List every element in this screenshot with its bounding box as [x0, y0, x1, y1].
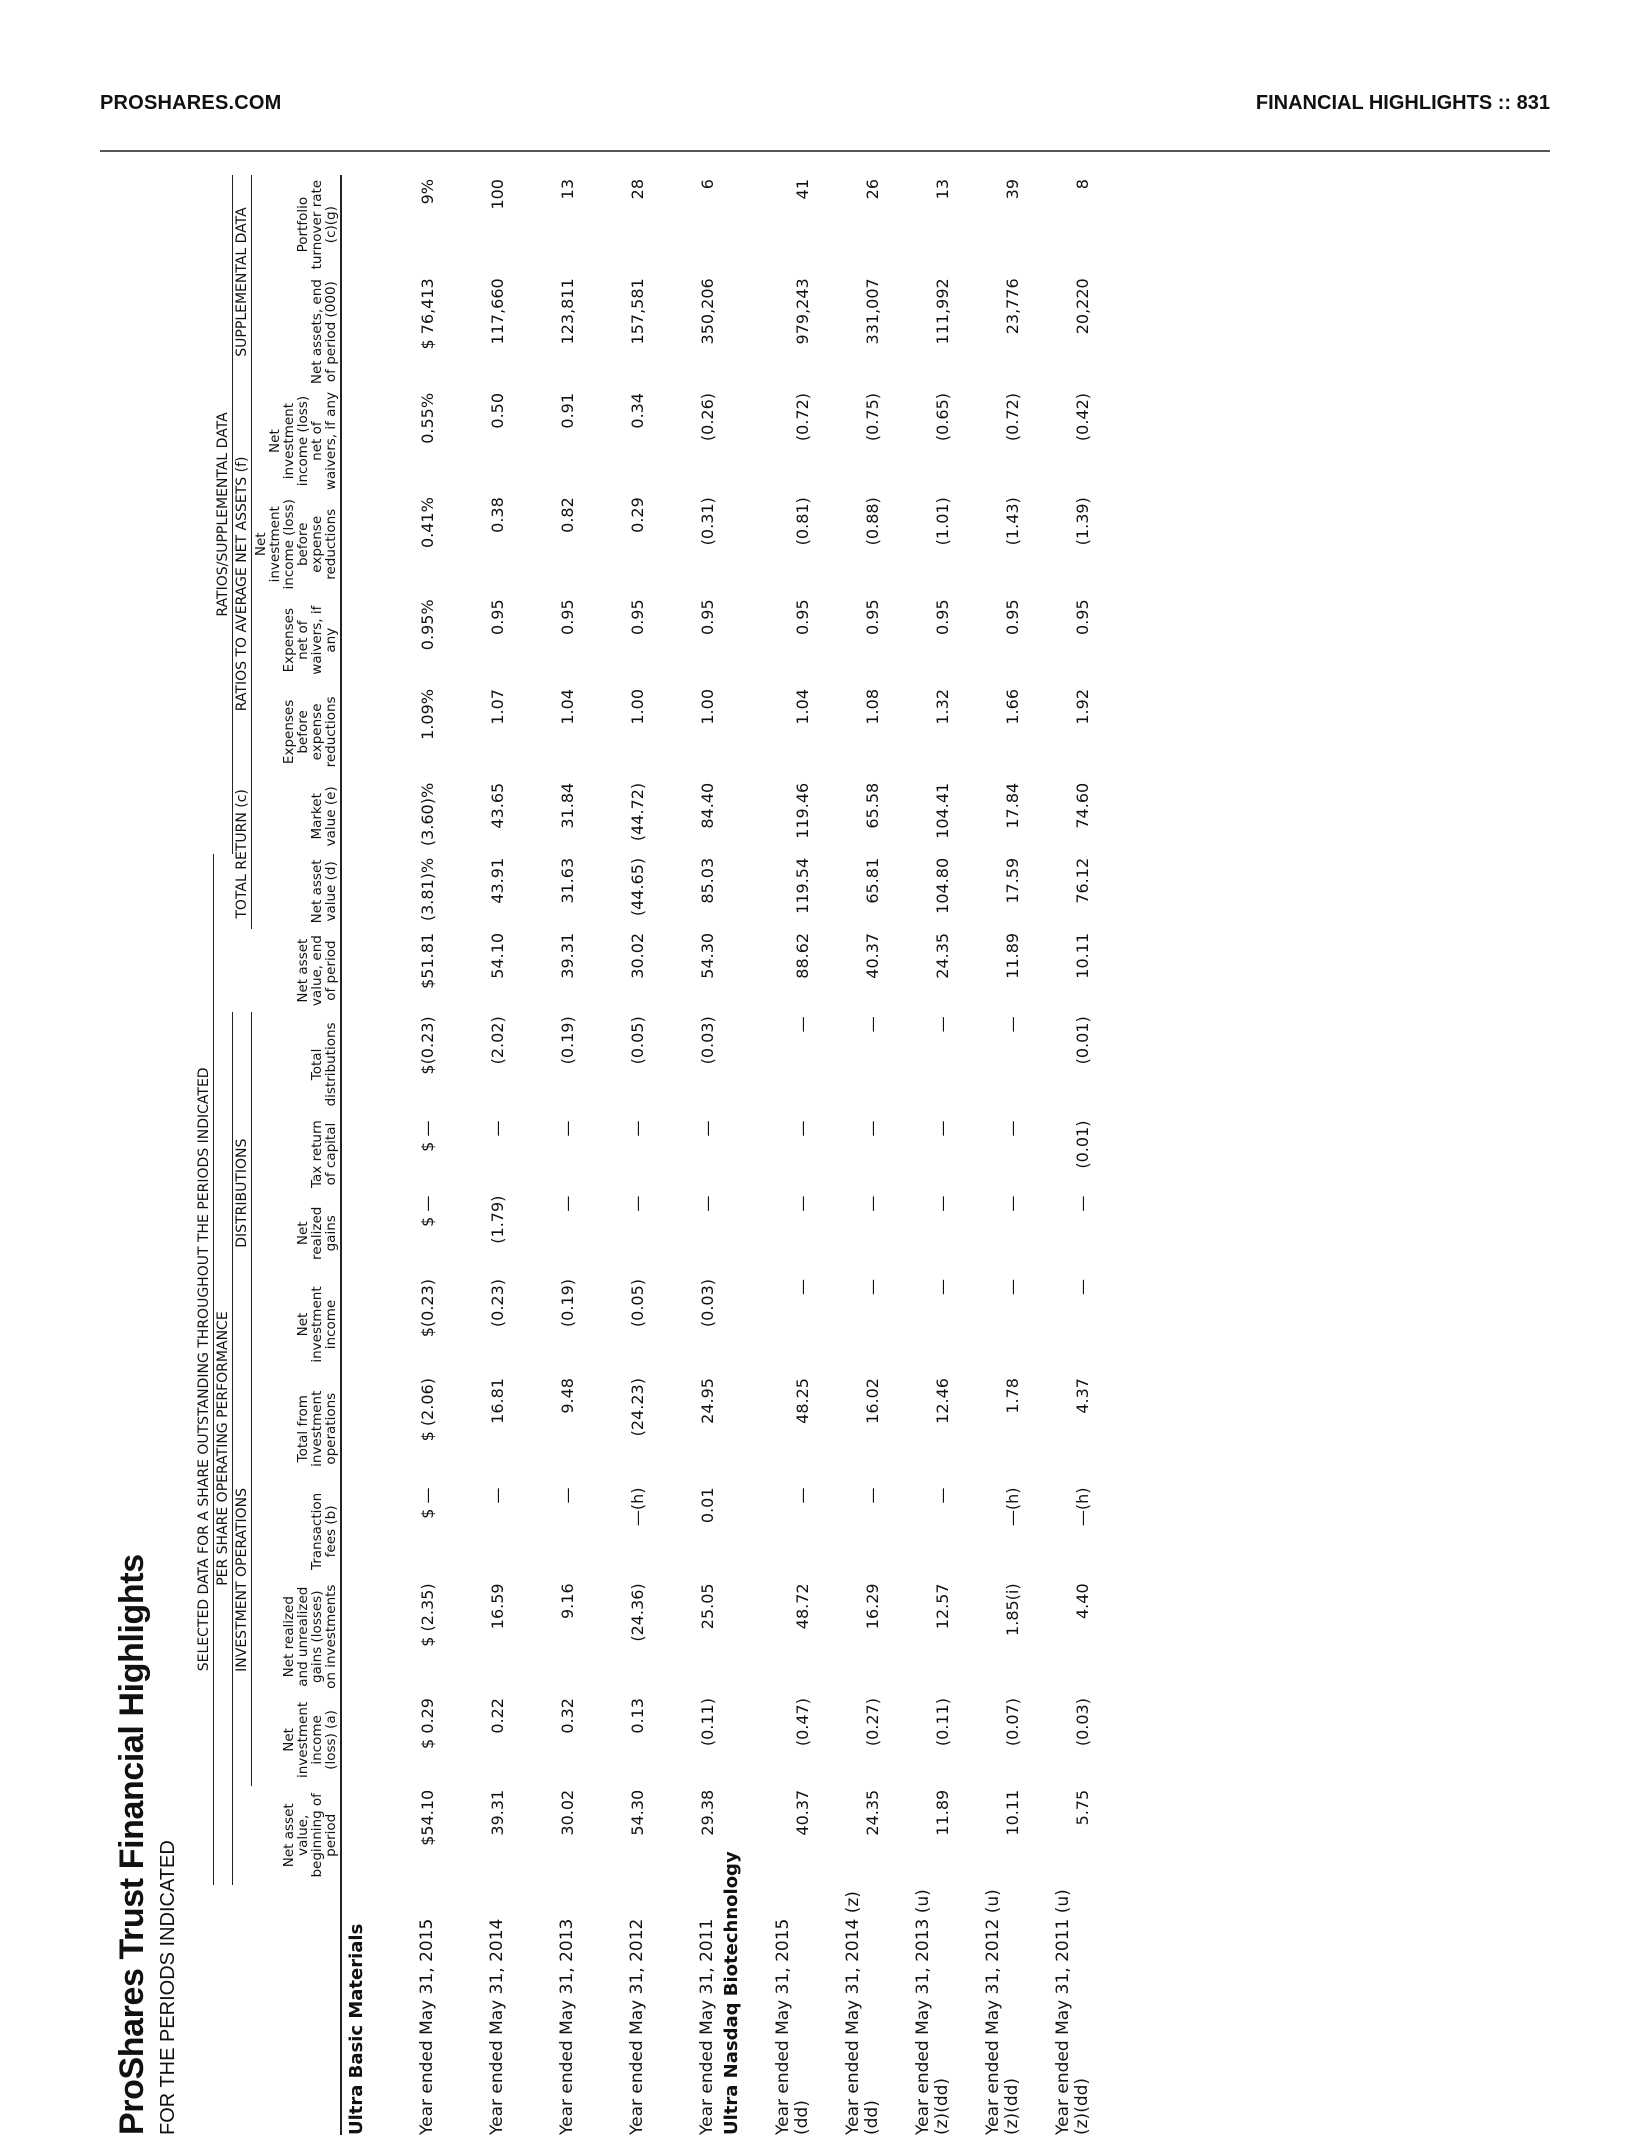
table-cell: 350,206 [698, 278, 717, 345]
table-cell: — [933, 1016, 952, 1033]
table-cell: 54.30 [628, 1789, 647, 1836]
table-cell: 1.66 [1003, 689, 1022, 725]
table-row [507, 175, 577, 2135]
section-title: FINANCIAL HIGHLIGHTS :: [1255, 92, 1517, 114]
row-label: Year ended May 31, 2013 (u)(z)(dd) [913, 1889, 952, 2135]
table-cell: (0.01) [1073, 1120, 1092, 1169]
col-header: Net asset value, beginning of period [252, 1786, 342, 1885]
table-cell: — [488, 1487, 507, 1504]
table-cell: —(h) [1003, 1487, 1022, 1527]
table-cell: 9.48 [558, 1378, 577, 1414]
table-cell: 28 [628, 179, 647, 200]
table-cell: (3.60)% [418, 782, 437, 847]
table-cell: (0.65) [933, 392, 952, 442]
table-cell: (0.19) [558, 1016, 577, 1065]
table-cell: (0.03) [1073, 1698, 1092, 1747]
col-header: Net investment income [252, 1275, 342, 1374]
table-row [952, 175, 1022, 2135]
col-header: Net assets, end of period (000) [252, 274, 342, 389]
table-cell: 1.08 [863, 689, 882, 725]
band-supplemental: SUPPLEMENTAL DATA [233, 175, 252, 389]
row-label: Year ended May 31, 2012 (u)(z)(dd) [983, 1889, 1022, 2135]
table-cell: (0.07) [1003, 1698, 1022, 1747]
table-cell: 39.31 [488, 1789, 507, 1836]
table-cell: — [793, 1278, 812, 1295]
col-header: Expenses net of waivers, if any [252, 595, 342, 685]
table-cell: 16.81 [488, 1378, 507, 1424]
band-ratios-average: RATIOS TO AVERAGE NET ASSETS (f) [233, 389, 252, 779]
table-cell: (0.72) [793, 392, 812, 442]
row-label: Year ended May 31, 2011 [697, 1918, 717, 2135]
table-cell: 0.95 [863, 599, 882, 635]
table-cell: — [793, 1195, 812, 1212]
table-cell: 10.11 [1003, 1789, 1022, 1836]
row-label: Year ended May 31, 2013 [557, 1918, 577, 2135]
table-cell: 0.95 [698, 599, 717, 635]
table-cell: 9.16 [558, 1583, 577, 1619]
table-cell: 12.46 [933, 1378, 952, 1424]
table-cell: 9% [418, 179, 437, 205]
table-cell: (24.23) [628, 1378, 647, 1437]
table-cell: 17.59 [1003, 857, 1022, 904]
table-cell: —(h) [628, 1487, 647, 1527]
band-selected: SELECTED DATA FOR A SHARE OUTSTANDING THROUGHOUT THE PERIODS INDICATED [195, 854, 214, 1885]
table-cell: (0.47) [793, 1698, 812, 1747]
col-header: Total from investment operations [252, 1374, 342, 1483]
table-cell: (1.79) [488, 1195, 507, 1244]
table-cell: (44.65) [628, 857, 647, 917]
table-cell: 1.78 [1003, 1378, 1022, 1414]
table-cell: — [933, 1487, 952, 1504]
table-cell: 84.40 [698, 782, 717, 829]
table-cell: 0.82 [558, 497, 577, 533]
table-body [341, 175, 1092, 2135]
table-cell: 1.00 [698, 689, 717, 725]
table-cell: 31.63 [558, 857, 577, 904]
table-cell: — [863, 1120, 882, 1137]
table-cell: (0.03) [698, 1278, 717, 1328]
table-cell: (0.23) [488, 1278, 507, 1328]
table-cell: 0.95 [488, 599, 507, 635]
table-cell: 4.40 [1073, 1583, 1092, 1619]
table-cell: 65.58 [863, 782, 882, 829]
col-header: Total distributions [252, 1012, 342, 1116]
table-cell: (0.31) [698, 497, 717, 546]
table-cell: 0.41% [418, 497, 437, 549]
row-label: Year ended May 31, 2015 (dd) [773, 1918, 812, 2135]
col-header: Expenses before expense reductions [252, 685, 342, 779]
table-cell: (0.26) [698, 392, 717, 442]
table-cell: 85.03 [698, 857, 717, 904]
table-cell: — [933, 1120, 952, 1137]
table-cell: 0.95 [628, 599, 647, 635]
table-cell: — [628, 1195, 647, 1212]
table-cell: (1.43) [1003, 497, 1022, 546]
table-cell: (0.72) [1003, 392, 1022, 442]
table-cell: 5.75 [1073, 1789, 1092, 1826]
table-cell: (0.01) [1073, 1016, 1092, 1065]
table-cell: (0.03) [698, 1016, 717, 1065]
table-cell: 26 [863, 179, 882, 200]
table-cell: 40.37 [863, 932, 882, 979]
table-cell: 88.62 [793, 932, 812, 979]
table-cell: 0.13 [628, 1698, 647, 1734]
table-row [1022, 175, 1092, 2135]
table-row [367, 175, 437, 2135]
table-cell: $ 0.29 [418, 1698, 437, 1749]
table-cell: (0.05) [628, 1016, 647, 1065]
table-cell: — [793, 1487, 812, 1504]
table-cell: 54.30 [698, 932, 717, 979]
table-cell: — [933, 1195, 952, 1212]
table-cell: 0.95 [793, 599, 812, 635]
table-cell: 123,811 [558, 278, 577, 345]
table-cell: 16.29 [863, 1583, 882, 1630]
table-cell: 4.37 [1073, 1378, 1092, 1414]
table-cell: 6 [698, 179, 717, 190]
table-cell: — [933, 1278, 952, 1295]
table-cell: 54.10 [488, 932, 507, 979]
table-cell: (0.81) [793, 497, 812, 546]
band-distributions: DISTRIBUTIONS [233, 1012, 252, 1374]
table-cell: 0.50 [488, 392, 507, 429]
table-cell: 65.81 [863, 857, 882, 904]
table-cell: 0.32 [558, 1698, 577, 1734]
col-header: Net realized gains [252, 1192, 342, 1275]
table-cell: $ (2.35) [418, 1583, 437, 1647]
page-title: ProShares Trust Financial Highlights [113, 1554, 151, 2135]
table-cell: 117,660 [488, 278, 507, 345]
table-cell: 39 [1003, 179, 1022, 200]
table-cell: 40.37 [793, 1789, 812, 1836]
table-cell: 0.95 [1073, 599, 1092, 635]
table-cell: 1.09% [418, 689, 437, 740]
table-cell: $(0.23) [418, 1278, 437, 1338]
table-cell: 10.11 [1073, 932, 1092, 979]
table-cell: 0.91 [558, 392, 577, 429]
table-cell: (0.42) [1073, 392, 1092, 442]
table-cell: — [863, 1016, 882, 1033]
table-cell: 30.02 [628, 932, 647, 979]
table-cell: —(h) [1073, 1487, 1092, 1527]
band-per-share: PER SHARE OPERATING PERFORMANCE [214, 1012, 233, 1885]
table-cell: — [863, 1195, 882, 1212]
table-row [882, 175, 952, 2135]
table-cell: 100 [488, 179, 507, 210]
row-label: Year ended May 31, 2014 [487, 1918, 507, 2135]
table-cell: $51.81 [418, 932, 437, 989]
col-header: Net investment income (loss) (a) [252, 1694, 342, 1786]
table-cell: $(0.23) [418, 1016, 437, 1075]
table-cell: 24.35 [933, 932, 952, 979]
table-cell: $ — [418, 1120, 437, 1152]
table-cell: 39.31 [558, 932, 577, 979]
band-investment-operations: INVESTMENT OPERATIONS [233, 1374, 252, 1786]
page-header [100, 92, 1550, 116]
col-header: Net investment income (loss) net of waivers, if any [252, 389, 342, 493]
table-cell: — [1003, 1278, 1022, 1295]
table-cell: 13 [933, 179, 952, 200]
table-cell: 13 [558, 179, 577, 200]
table-cell: — [863, 1487, 882, 1504]
table-cell: 0.95% [418, 599, 437, 651]
col-header: Tax return of capital [252, 1117, 342, 1192]
table-row [577, 175, 647, 2135]
table-cell: (0.11) [698, 1698, 717, 1747]
table-cell: 0.95 [1003, 599, 1022, 635]
table-cell: 30.02 [558, 1789, 577, 1836]
table-cell: — [558, 1120, 577, 1137]
table-row [647, 175, 717, 2135]
table-cell: — [488, 1120, 507, 1137]
table-cell: (0.27) [863, 1698, 882, 1747]
table-cell: 111,992 [933, 278, 952, 345]
table-cell: 1.32 [933, 689, 952, 725]
table-cell: (2.02) [488, 1016, 507, 1065]
table-cell: 12.57 [933, 1583, 952, 1630]
table-cell: 11.89 [933, 1789, 952, 1836]
table-cell: 31.84 [558, 782, 577, 829]
table-cell: — [863, 1278, 882, 1295]
table-cell: 119.46 [793, 782, 812, 839]
table-cell: — [1003, 1195, 1022, 1212]
table-cell: 0.01 [698, 1487, 717, 1524]
table-cell: — [1073, 1195, 1092, 1212]
table-cell: 0.34 [628, 392, 647, 429]
col-header: Market value (e) [252, 779, 342, 854]
table-cell: 1.85(i) [1003, 1583, 1022, 1636]
page-subtitle: FOR THE PERIODS INDICATED [157, 1840, 179, 2135]
table-cell: — [1003, 1120, 1022, 1137]
col-header: Net asset value, end of period [252, 929, 342, 1012]
section-row [341, 175, 367, 2135]
table-cell: — [698, 1195, 717, 1212]
table-cell: 1.04 [558, 689, 577, 725]
band-total-return: TOTAL RETURN (c) [233, 779, 252, 929]
table-cell: (24.36) [628, 1583, 647, 1642]
table-cell: 25.05 [698, 1583, 717, 1630]
table-cell: (0.05) [628, 1278, 647, 1328]
page-section [1256, 92, 1550, 115]
table-cell: (0.88) [863, 497, 882, 546]
row-label: Year ended May 31, 2011 (u)(z)(dd) [1053, 1889, 1092, 2135]
table-cell: — [793, 1016, 812, 1033]
table-cell: 43.65 [488, 782, 507, 829]
table-cell: 1.00 [628, 689, 647, 725]
header-rule [100, 150, 1550, 152]
table-cell: $ 76,413 [418, 278, 437, 350]
table-cell: 1.04 [793, 689, 812, 725]
table-cell: 0.95 [558, 599, 577, 635]
table-cell: 11.89 [1003, 932, 1022, 979]
table-cell: (0.75) [863, 392, 882, 442]
row-label: Year ended May 31, 2012 [627, 1918, 647, 2135]
table-cell: — [558, 1195, 577, 1212]
table-cell: 0.38 [488, 497, 507, 533]
table-cell: $ — [418, 1195, 437, 1227]
table-cell: 104.80 [933, 857, 952, 914]
table-cell: (0.11) [933, 1698, 952, 1747]
table-cell: 104.41 [933, 782, 952, 839]
table-cell: — [558, 1487, 577, 1504]
table-cell: 119.54 [793, 857, 812, 914]
col-header: Portfolio turnover rate (c)(g) [252, 175, 342, 274]
page-number: 831 [1516, 92, 1550, 114]
table-cell: — [1073, 1278, 1092, 1295]
table-cell: 24.35 [863, 1789, 882, 1836]
table-cell: 48.25 [793, 1378, 812, 1424]
table-cell: 1.92 [1073, 689, 1092, 725]
col-header: Net realized and unrealized gains (losses) on investments [252, 1579, 342, 1694]
table-cell: — [698, 1120, 717, 1137]
financial-highlights-table [195, 175, 1092, 2135]
table-cell: 331,007 [863, 278, 882, 345]
table-cell: 157,581 [628, 278, 647, 345]
table-cell: 16.59 [488, 1583, 507, 1630]
table-cell: 0.55% [418, 392, 437, 444]
section-row [717, 175, 742, 2135]
col-header: Net asset value (d) [252, 854, 342, 929]
table-cell: 76.12 [1073, 857, 1092, 904]
col-header: Transaction fees (b) [252, 1483, 342, 1579]
table-cell: 0.95 [933, 599, 952, 635]
table-cell: $ (2.06) [418, 1378, 437, 1442]
row-label: Year ended May 31, 2014 (z)(dd) [843, 1891, 882, 2135]
section-name: Ultra Basic Materials [346, 1923, 367, 2135]
table-row [437, 175, 507, 2135]
table-cell: 8 [1073, 179, 1092, 190]
table-cell: 20,220 [1073, 278, 1092, 335]
table-cell: 16.02 [863, 1378, 882, 1424]
col-header: Net investment income (loss) before expense reductions [252, 493, 342, 595]
table-cell: (44.72) [628, 782, 647, 842]
table-cell: 24.95 [698, 1378, 717, 1424]
table-cell: — [1003, 1016, 1022, 1033]
table-cell: (3.81)% [418, 857, 437, 922]
table-cell: — [628, 1120, 647, 1137]
table-cell: 979,243 [793, 278, 812, 345]
table-cell: 17.84 [1003, 782, 1022, 829]
table-cell: $ — [418, 1487, 437, 1519]
table-cell: (0.19) [558, 1278, 577, 1328]
band-ratios-supplemental: RATIOS/SUPPLEMENTAL DATA [214, 175, 233, 854]
table-cell: 29.38 [698, 1789, 717, 1836]
table-cell: 43.91 [488, 857, 507, 904]
section-name: Ultra Nasdaq Biotechnology [721, 1851, 742, 2135]
table-row [742, 175, 812, 2135]
table-cell: 41 [793, 179, 812, 200]
table-cell: 0.22 [488, 1698, 507, 1734]
table-cell: — [793, 1120, 812, 1137]
table-cell: $54.10 [418, 1789, 437, 1846]
site-name: PROSHARES.COM [100, 92, 282, 114]
table-cell: 0.29 [628, 497, 647, 533]
row-label: Year ended May 31, 2015 [417, 1918, 437, 2135]
table-cell: 23,776 [1003, 278, 1022, 335]
table-cell: (1.39) [1073, 497, 1092, 546]
table-cell: 74.60 [1073, 782, 1092, 829]
table-cell: (1.01) [933, 497, 952, 546]
table-cell: 1.07 [488, 689, 507, 725]
rotated-table-area [113, 175, 1548, 2135]
table-cell: 48.72 [793, 1583, 812, 1630]
table-row [812, 175, 882, 2135]
